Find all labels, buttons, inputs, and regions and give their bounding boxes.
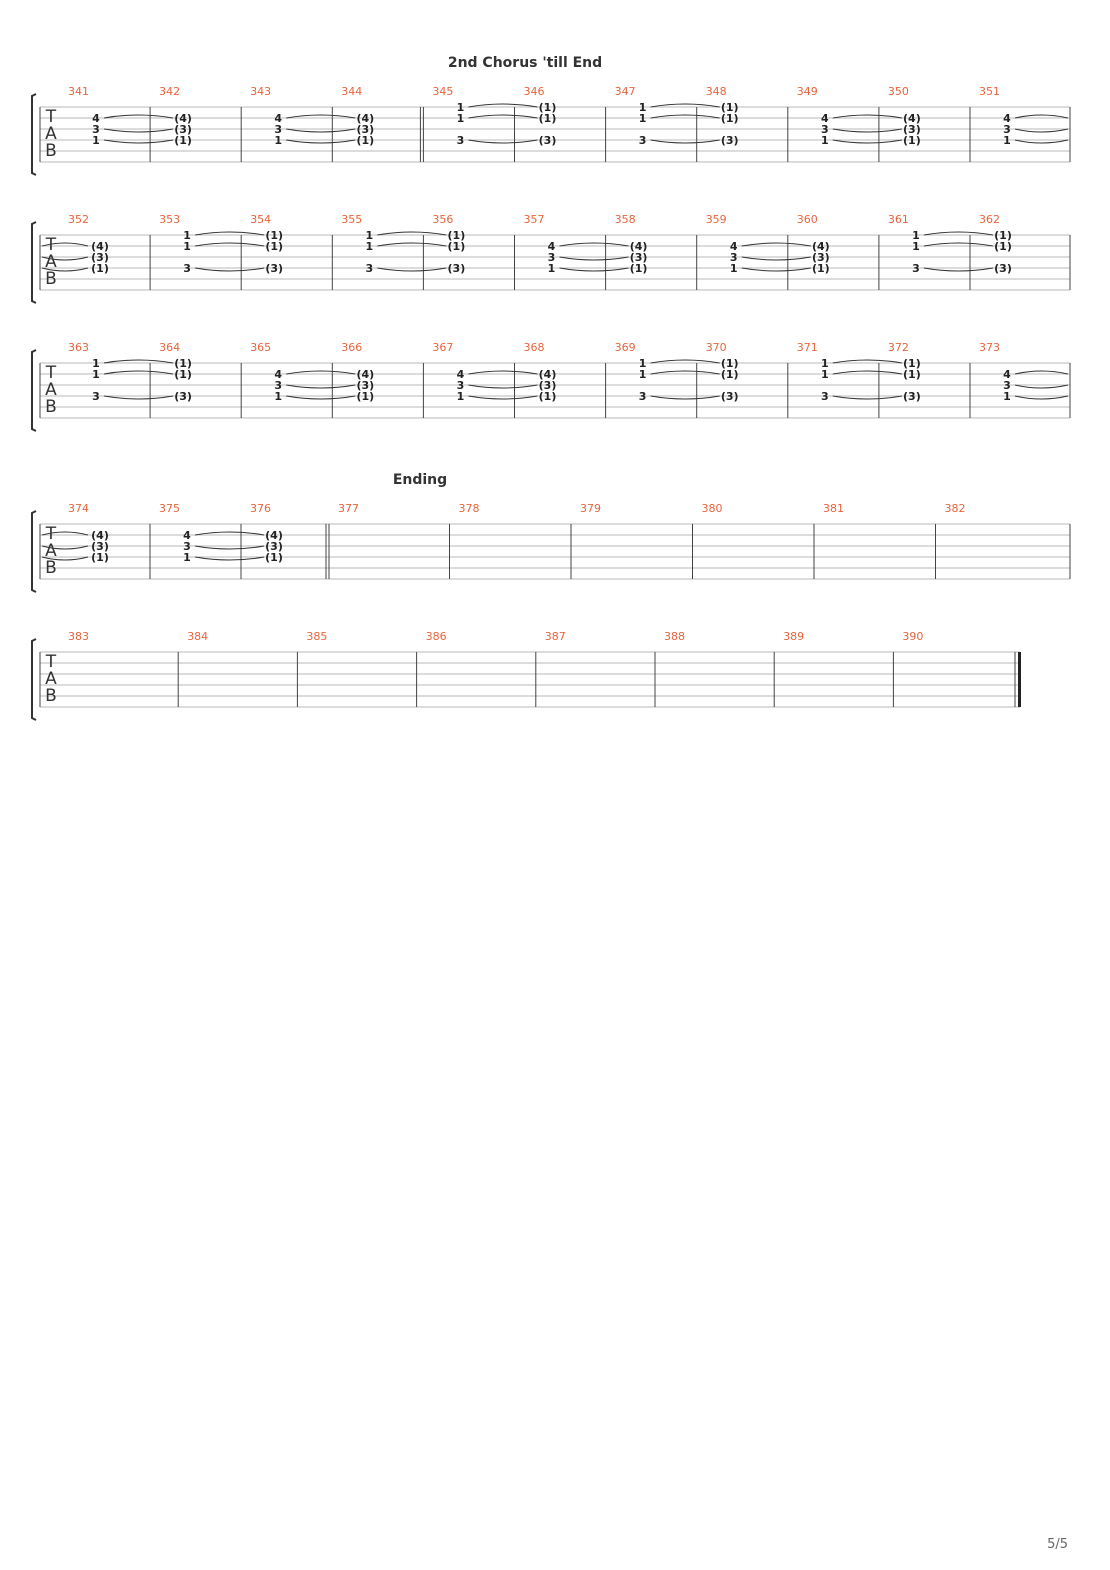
measure-number: 346 — [523, 85, 545, 98]
tied-note: (4) — [903, 112, 921, 125]
measure-number: 342 — [159, 85, 181, 98]
measure-number: 360 — [796, 213, 818, 226]
measure — [150, 85, 192, 162]
section-title: Ending — [392, 472, 448, 488]
measure — [879, 85, 921, 162]
tied-note: (1) — [538, 112, 557, 125]
measure-number: 369 — [614, 341, 636, 354]
measure-number: 358 — [614, 213, 636, 226]
section-title: 2nd Chorus 'till End — [447, 55, 603, 71]
measure — [788, 213, 830, 290]
tab-clef-letter: B — [45, 558, 57, 578]
fret-number: 3 — [1003, 123, 1011, 136]
tied-note: (4) — [538, 368, 557, 381]
measure-number: 373 — [979, 341, 1000, 354]
tied-note: (4) — [356, 112, 375, 125]
measure — [970, 213, 1012, 290]
fret-number: 1 — [274, 390, 283, 403]
tied-note: (3) — [538, 134, 557, 147]
tied-note: (1) — [265, 229, 284, 242]
fret-number: 1 — [365, 229, 374, 242]
tied-note: (1) — [174, 368, 192, 381]
measure-number: 384 — [187, 630, 209, 643]
tab-clef-letter: T — [45, 524, 57, 544]
tied-note: (4) — [811, 240, 830, 253]
measure — [241, 85, 282, 162]
measure — [788, 85, 829, 162]
fret-number: 3 — [365, 262, 374, 275]
fret-number: 1 — [274, 134, 283, 147]
tied-note: (1) — [903, 357, 921, 370]
tied-note: (1) — [538, 390, 557, 403]
measure — [515, 341, 557, 418]
measure-number: 372 — [887, 341, 909, 354]
fret-number: 4 — [820, 112, 829, 125]
tied-note: (4) — [91, 529, 109, 542]
tab-system — [32, 630, 1021, 720]
tab-clef-letter: A — [45, 541, 57, 561]
tied-note: (4) — [265, 529, 283, 542]
fret-number: 3 — [183, 540, 191, 553]
page-number: 5/5 — [1047, 1537, 1068, 1552]
tied-note: (1) — [994, 240, 1012, 253]
measure-number: 387 — [544, 630, 566, 643]
fret-number: 3 — [912, 262, 920, 275]
tied-note: (3) — [356, 123, 375, 136]
measure-number: 383 — [68, 630, 89, 643]
measure — [417, 630, 447, 707]
fret-number: 3 — [274, 123, 283, 136]
tied-note: (3) — [91, 540, 109, 553]
tied-note: (1) — [447, 240, 466, 253]
measure-number: 357 — [523, 213, 545, 226]
measure — [68, 213, 109, 275]
measure-number: 388 — [664, 630, 685, 643]
tab-clef-letter: A — [45, 380, 57, 400]
tied-note: (1) — [538, 101, 557, 114]
fret-number: 4 — [1003, 368, 1011, 381]
tied-note: (1) — [720, 357, 739, 370]
measure — [178, 630, 208, 707]
tied-note: (1) — [903, 134, 921, 147]
fret-number: 1 — [1003, 134, 1011, 147]
measure-number: 379 — [580, 502, 601, 515]
measure-number: 370 — [705, 341, 727, 354]
fret-number: 1 — [638, 357, 647, 370]
tab-clef-letter: A — [45, 252, 57, 272]
measure-number: 355 — [341, 213, 363, 226]
fret-number: 1 — [547, 262, 556, 275]
measure — [332, 213, 373, 290]
fret-number: 3 — [274, 379, 283, 392]
measure-number: 353 — [159, 213, 181, 226]
tied-note: (3) — [903, 123, 921, 136]
tied-note: (1) — [811, 262, 830, 275]
measure-number: 367 — [432, 341, 454, 354]
measure-number: 345 — [432, 85, 454, 98]
measure — [68, 502, 109, 564]
measure-number: 344 — [341, 85, 363, 98]
measure-number: 377 — [338, 502, 359, 515]
tied-note: (1) — [447, 229, 466, 242]
tied-note: (4) — [629, 240, 648, 253]
system-bracket — [32, 350, 36, 431]
measure — [150, 502, 191, 579]
fret-number: 1 — [1003, 390, 1011, 403]
fret-number: 3 — [456, 379, 465, 392]
fret-number: 1 — [638, 368, 647, 381]
tied-note: (3) — [811, 251, 830, 264]
tied-note: (1) — [720, 112, 739, 125]
measure — [879, 213, 920, 290]
measure — [788, 341, 829, 418]
tied-note: (1) — [356, 134, 375, 147]
measure — [150, 341, 192, 418]
tied-note: (3) — [720, 134, 739, 147]
measure-number: 382 — [944, 502, 966, 515]
fret-number: 1 — [638, 112, 647, 125]
tab-clef-letter: A — [45, 669, 57, 689]
tied-note: (3) — [720, 390, 739, 403]
measure-number: 365 — [250, 341, 272, 354]
tied-note: (1) — [720, 101, 739, 114]
measure — [697, 213, 738, 290]
tied-note: (1) — [994, 229, 1012, 242]
fret-number: 1 — [729, 262, 738, 275]
tied-note: (1) — [265, 240, 284, 253]
fret-number: 1 — [456, 112, 465, 125]
fret-number: 4 — [274, 368, 283, 381]
measure — [423, 341, 464, 418]
measure — [297, 630, 327, 707]
measure — [606, 213, 648, 290]
tied-note: (3) — [994, 262, 1012, 275]
system-bracket — [32, 222, 36, 303]
fret-number: 3 — [638, 134, 647, 147]
measure — [893, 630, 923, 707]
fret-number: 4 — [92, 112, 100, 125]
measure — [655, 630, 685, 707]
tab-clef-letter: T — [45, 235, 57, 255]
measure — [697, 341, 739, 418]
measure — [970, 85, 1011, 162]
fret-number: 3 — [729, 251, 738, 264]
measure — [68, 630, 89, 643]
tied-note: (1) — [91, 262, 109, 275]
measure-number: 341 — [68, 85, 89, 98]
measure-number: 348 — [705, 85, 727, 98]
tied-note: (1) — [265, 551, 283, 564]
tied-note: (3) — [174, 123, 192, 136]
tied-note: (1) — [174, 134, 192, 147]
fret-number: 3 — [547, 251, 556, 264]
fret-number: 3 — [183, 262, 191, 275]
measure — [326, 502, 359, 579]
measure — [332, 341, 374, 418]
measure — [241, 341, 282, 418]
fret-number: 3 — [1003, 379, 1011, 392]
measure — [241, 213, 283, 290]
measure-number: 375 — [159, 502, 180, 515]
measure-number: 366 — [341, 341, 363, 354]
measure-number: 374 — [68, 502, 89, 515]
system-bracket — [32, 511, 36, 592]
system-bracket — [32, 639, 36, 720]
tab-system — [32, 55, 1070, 175]
measure-number: 359 — [705, 213, 727, 226]
fret-number: 1 — [183, 229, 191, 242]
fret-number: 1 — [365, 240, 374, 253]
measure-number: 356 — [432, 213, 454, 226]
tied-note: (3) — [265, 540, 283, 553]
measure — [332, 85, 374, 162]
measure — [536, 630, 566, 707]
measure-number: 368 — [523, 341, 545, 354]
tied-note: (1) — [629, 262, 648, 275]
fret-number: 1 — [820, 357, 829, 370]
tied-note: (1) — [356, 390, 375, 403]
tab-clef-letter: B — [45, 397, 57, 417]
fret-number: 1 — [92, 357, 100, 370]
measure-number: 364 — [159, 341, 181, 354]
measure-number: 376 — [250, 502, 271, 515]
fret-number: 3 — [92, 390, 100, 403]
measure — [606, 85, 647, 162]
tab-clef-letter: B — [45, 269, 57, 289]
fret-number: 4 — [456, 368, 465, 381]
tied-note: (1) — [903, 368, 921, 381]
fret-number: 4 — [183, 529, 191, 542]
measure — [693, 502, 723, 579]
final-bar-thick — [1018, 652, 1021, 707]
tab-system — [32, 341, 1070, 431]
fret-number: 4 — [547, 240, 556, 253]
measure-number: 380 — [701, 502, 723, 515]
measure — [68, 85, 100, 147]
measure-number: 343 — [250, 85, 272, 98]
tied-note: (3) — [538, 379, 557, 392]
measure-number: 390 — [902, 630, 924, 643]
fret-number: 1 — [92, 368, 100, 381]
tab-clef-letter: T — [45, 652, 57, 672]
tied-note: (3) — [447, 262, 466, 275]
measure-number: 362 — [979, 213, 1000, 226]
measure — [450, 502, 480, 579]
measure-number: 378 — [458, 502, 480, 515]
measure — [970, 341, 1011, 418]
tied-note: (1) — [720, 368, 739, 381]
fret-number: 1 — [456, 101, 465, 114]
tied-note: (3) — [174, 390, 192, 403]
fret-number: 4 — [1003, 112, 1011, 125]
tied-note: (4) — [174, 112, 192, 125]
measure — [879, 341, 921, 418]
measure — [814, 502, 844, 579]
measure-number: 347 — [614, 85, 636, 98]
fret-number: 3 — [638, 390, 647, 403]
tab-system — [32, 213, 1070, 303]
fret-number: 1 — [92, 134, 100, 147]
tied-note: (4) — [356, 368, 375, 381]
tab-clef-letter: T — [45, 107, 57, 127]
tied-note: (3) — [903, 390, 921, 403]
tied-note: (3) — [265, 262, 284, 275]
fret-number: 3 — [820, 390, 829, 403]
measure — [515, 213, 556, 290]
fret-number: 1 — [638, 101, 647, 114]
tied-note: (1) — [91, 551, 109, 564]
tied-note: (3) — [629, 251, 648, 264]
fret-number: 1 — [456, 390, 465, 403]
measure — [515, 85, 557, 162]
fret-number: 4 — [274, 112, 283, 125]
measure-number: 385 — [306, 630, 328, 643]
measure — [420, 85, 464, 162]
tab-clef-letter: B — [45, 686, 57, 706]
measure — [697, 85, 739, 162]
fret-number: 3 — [820, 123, 829, 136]
measure — [936, 502, 966, 579]
tab-clef-letter: T — [45, 363, 57, 383]
tied-note: (4) — [91, 240, 109, 253]
measure — [241, 502, 283, 579]
measure-number: 349 — [796, 85, 818, 98]
measure — [571, 502, 601, 579]
measure — [68, 341, 100, 403]
tied-note: (3) — [91, 251, 109, 264]
fret-number: 1 — [820, 368, 829, 381]
measure-number: 352 — [68, 213, 89, 226]
fret-number: 4 — [729, 240, 738, 253]
measure-number: 354 — [250, 213, 272, 226]
measure-number: 350 — [887, 85, 909, 98]
measure — [606, 341, 647, 418]
measure-number: 389 — [783, 630, 805, 643]
measure — [423, 213, 465, 290]
tab-clef-letter: A — [45, 124, 57, 144]
system-bracket — [32, 94, 36, 175]
fret-number: 1 — [820, 134, 829, 147]
fret-number: 3 — [456, 134, 465, 147]
tied-note: (1) — [174, 357, 192, 370]
fret-number: 1 — [183, 551, 191, 564]
measure-number: 351 — [979, 85, 1000, 98]
measure-number: 386 — [425, 630, 447, 643]
measure — [150, 213, 191, 290]
tab-system — [32, 472, 1070, 592]
fret-number: 1 — [183, 240, 191, 253]
tied-note: (3) — [356, 379, 375, 392]
measure-number: 361 — [887, 213, 909, 226]
fret-number: 1 — [912, 240, 920, 253]
tab-clef-letter: B — [45, 141, 57, 161]
fret-number: 3 — [92, 123, 100, 136]
measure-number: 363 — [68, 341, 89, 354]
measure-number: 371 — [796, 341, 818, 354]
fret-number: 1 — [912, 229, 920, 242]
measure — [774, 630, 804, 707]
measure-number: 381 — [823, 502, 844, 515]
